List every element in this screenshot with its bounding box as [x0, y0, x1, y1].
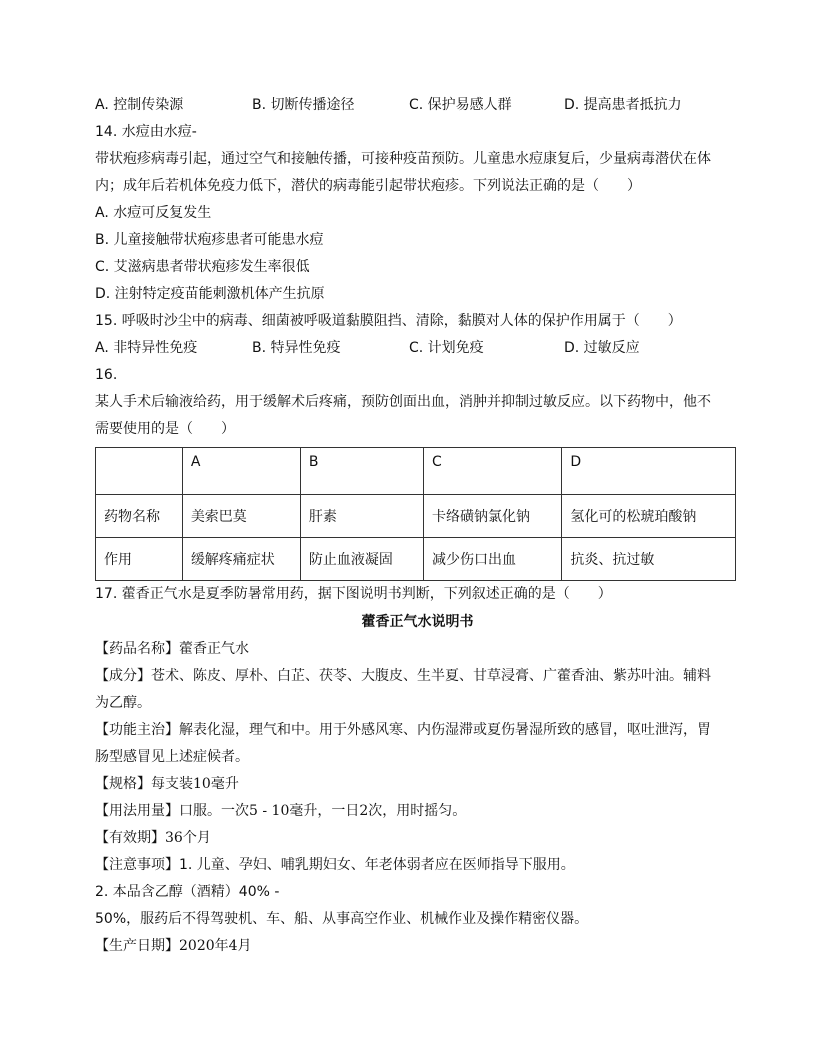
- manual-date-value: 2020年4月: [179, 938, 252, 954]
- manual-notes-label: 【注意事项】: [95, 857, 179, 873]
- manual-notes-value: 1. 儿童、孕妇、哺乳期妇女、年老体弱者应在医师指导下服用。: [179, 857, 575, 873]
- q15-stem: 15. 呼吸时沙尘中的病毒、细菌被呼吸道黏膜阻挡、清除，黏膜对人体的保护作用属于（ ）: [95, 313, 682, 329]
- q14-stem-line3: 内；成年后若机体免疫力低下，潜伏的病毒能引起带状疱疹。下列说法正确的是（ ）: [95, 178, 641, 194]
- q16-stem-line2: 需要使用的是（ ）: [95, 421, 235, 437]
- table-cell: 肝素: [300, 495, 423, 538]
- manual-notes-cont1: 2. 本品含乙醇（酒精）40% -: [95, 884, 280, 900]
- manual-ingredients-label: 【成分】: [95, 668, 151, 684]
- q13-option-c: C. 保护易感人群: [409, 97, 512, 113]
- table-cell: 防止血液凝固: [300, 538, 423, 581]
- manual-ingredients-row: [95, 663, 740, 690]
- q15-option-b: B. 特异性免疫: [252, 340, 341, 356]
- q16-stem-line1: 某人手术后输液给药，用于缓解术后疼痛，预防创面出血，消肿并抑制过敏反应。以下药物中，他不: [95, 394, 711, 410]
- manual-usage-row: [95, 798, 740, 825]
- manual-function-label: 【功能主治】: [95, 722, 179, 738]
- table-header-cell: A: [182, 448, 300, 495]
- q15-option-c: C. 计划免疫: [409, 340, 484, 356]
- table-cell: 抗炎、抗过敏: [562, 538, 736, 581]
- table-cell: 缓解疼痛症状: [182, 538, 300, 581]
- table-header-cell: C: [424, 448, 562, 495]
- q13-option-d: D. 提高患者抵抗力: [564, 97, 682, 113]
- table-header-cell: B: [300, 448, 423, 495]
- manual-spec-row: [95, 771, 740, 798]
- manual-validity-value: 36个月: [165, 830, 211, 846]
- manual-function-value: 解表化湿，理气和中。用于外感风寒、内伤湿滞或夏伤暑湿所致的感冒，呕吐泄泻，胃: [179, 722, 711, 738]
- manual-title: 藿香正气水说明书: [361, 614, 474, 630]
- q16-drug-table: [95, 447, 736, 581]
- q13-options: [95, 92, 740, 119]
- table-header-row: [96, 448, 736, 495]
- table-cell: 氢化可的松琥珀酸钠: [562, 495, 736, 538]
- manual-notes-row: [95, 852, 740, 879]
- table-cell: 美索巴莫: [182, 495, 300, 538]
- manual-name-value: 藿香正气水: [179, 641, 249, 657]
- q13-option-b: B. 切断传播途径: [252, 97, 355, 113]
- table-header-cell: [96, 448, 183, 495]
- manual-validity-label: 【有效期】: [95, 830, 165, 846]
- exam-page: [95, 92, 740, 960]
- table-row: [96, 495, 736, 538]
- manual-notes-cont2: 50%，服药后不得驾驶机、车、船、从事高空作业、机械作业及操作精密仪器。: [95, 911, 589, 927]
- manual-validity-row: [95, 825, 740, 852]
- q17-stem: 17. 藿香正气水是夏季防暑常用药，据下图说明书判断，下列叙述正确的是（ ）: [95, 586, 612, 602]
- q15-option-d: D. 过敏反应: [564, 340, 640, 356]
- q14-option-d: D. 注射特定疫苗能刺激机体产生抗原: [95, 286, 325, 302]
- q14-stem-line2: 带状疱疹病毒引起，通过空气和接触传播，可接种疫苗预防。儿童患水痘康复后，少量病毒潜伏在体: [95, 151, 711, 167]
- manual-function-cont: 肠型感冒见上述症候者。: [95, 749, 249, 765]
- table-cell: 药物名称: [96, 495, 183, 538]
- manual-spec-label: 【规格】: [95, 776, 151, 792]
- manual-ingredients-value: 苍术、陈皮、厚朴、白芷、茯苓、大腹皮、生半夏、甘草浸膏、广藿香油、紫苏叶油。辅料: [151, 668, 711, 684]
- q15-options: [95, 335, 740, 362]
- table-row: [96, 538, 736, 581]
- manual-usage-label: 【用法用量】: [95, 803, 179, 819]
- manual-function-row: [95, 717, 740, 744]
- table-cell: 减少伤口出血: [424, 538, 562, 581]
- manual-date-label: 【生产日期】: [95, 938, 179, 954]
- manual-usage-value: 口服。一次5 - 10毫升，一日2次，用时摇匀。: [179, 803, 467, 819]
- table-cell: 作用: [96, 538, 183, 581]
- q14-option-a: A. 水痘可反复发生: [95, 205, 212, 221]
- table-cell: 卡络磺钠氯化钠: [424, 495, 562, 538]
- q14-option-c: C. 艾滋病患者带状疱疹发生率很低: [95, 259, 310, 275]
- manual-name-label: 【药品名称】: [95, 641, 179, 657]
- q14-option-b: B. 儿童接触带状疱疹患者可能患水痘: [95, 232, 324, 248]
- manual-date-row: [95, 933, 740, 960]
- q13-option-a: A. 控制传染源: [95, 97, 184, 113]
- q16-number: 16.: [95, 367, 118, 383]
- q14-stem-line1: 14. 水痘由水痘-: [95, 124, 197, 140]
- manual-ingredients-cont: 为乙醇。: [95, 695, 151, 711]
- manual-spec-value: 每支装10毫升: [151, 776, 239, 792]
- manual-name-row: [95, 636, 740, 663]
- q15-option-a: A. 非特异性免疫: [95, 340, 198, 356]
- table-header-cell: D: [562, 448, 736, 495]
